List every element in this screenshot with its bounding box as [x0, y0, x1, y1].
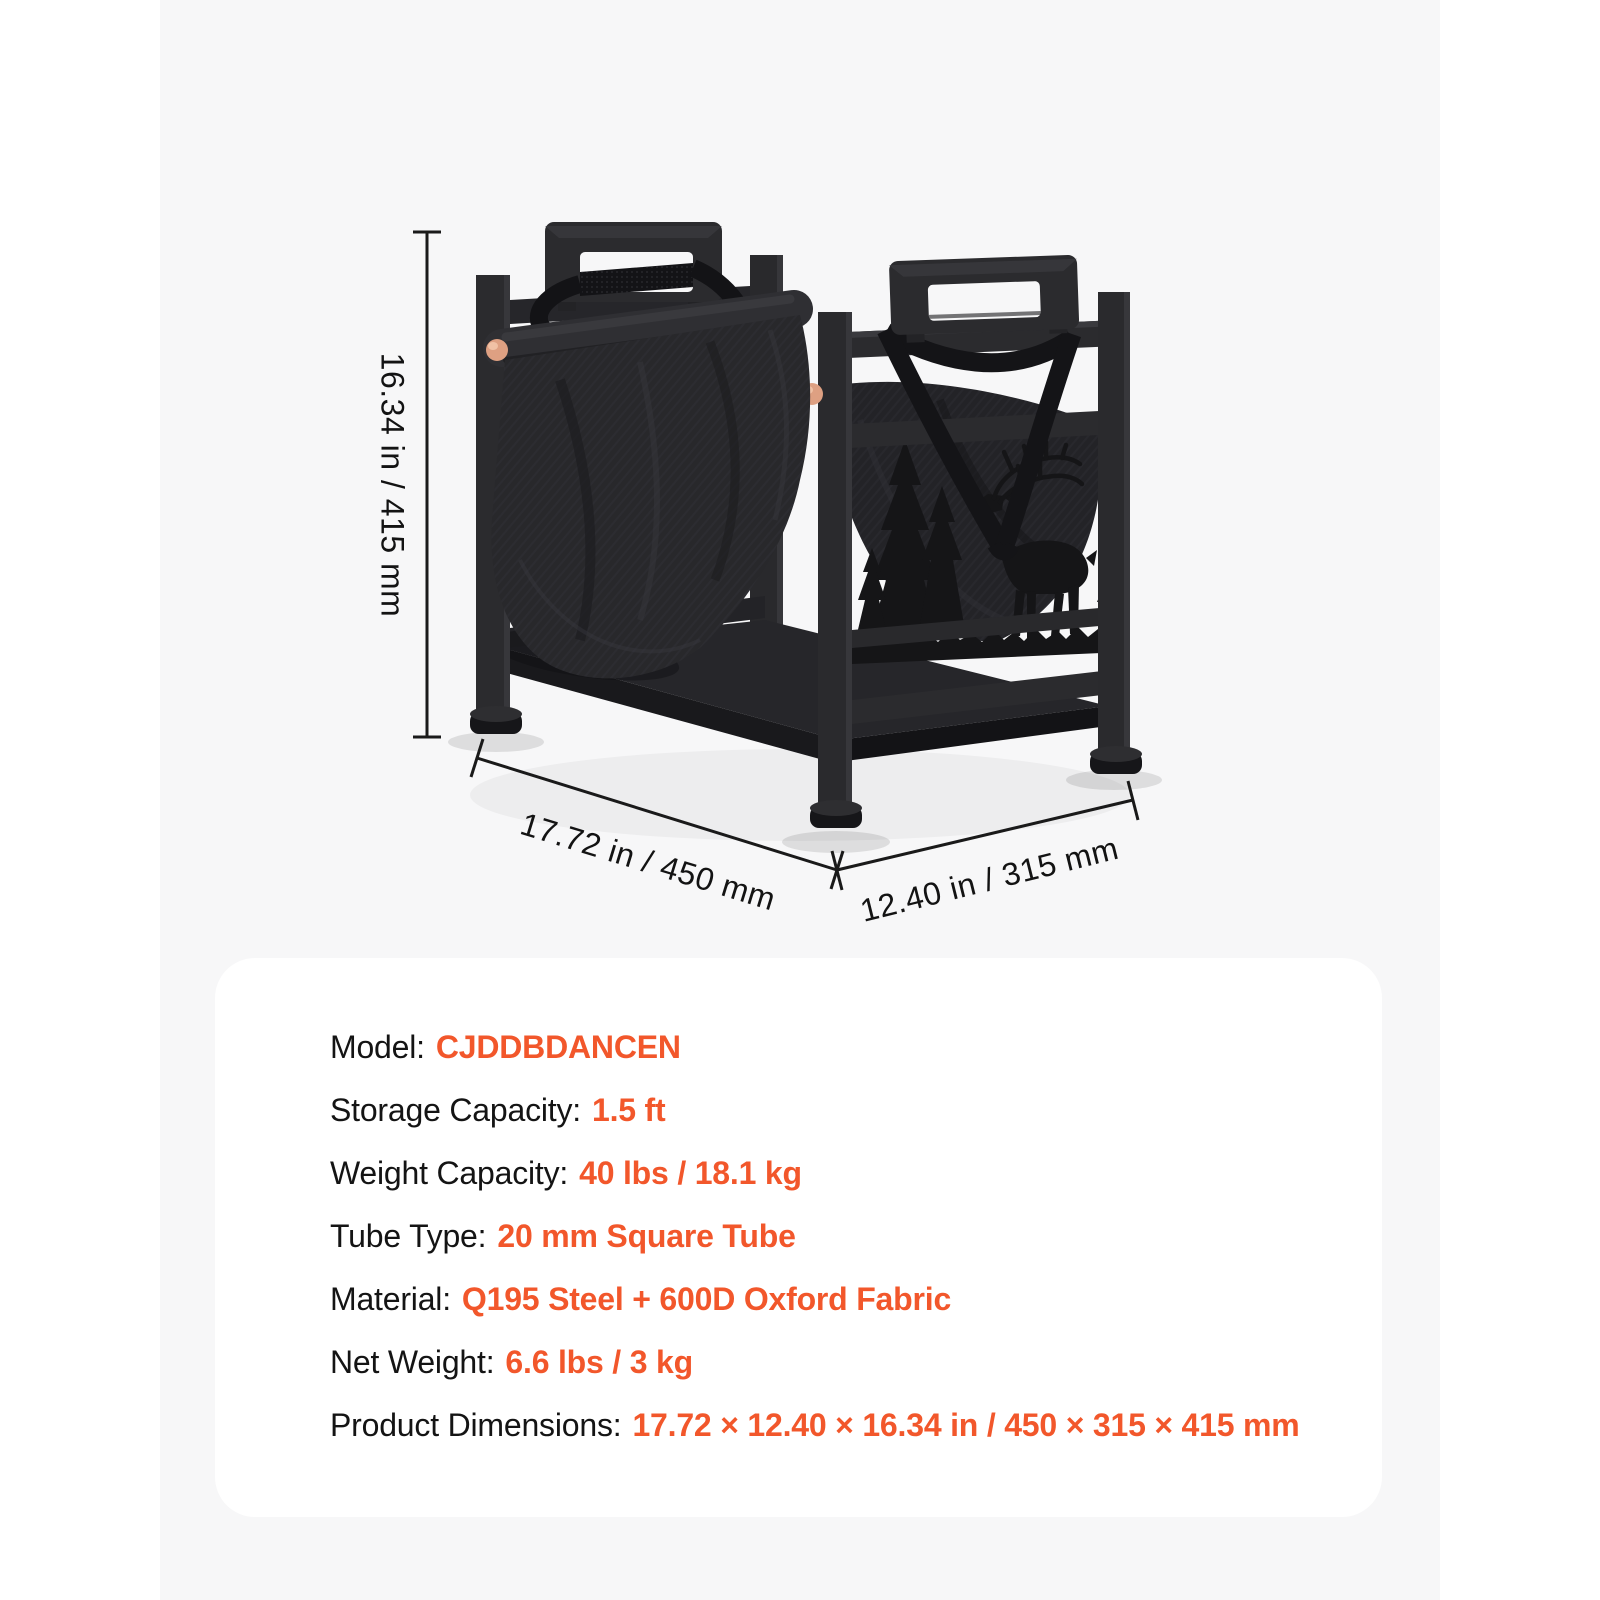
spec-value: 17.72 × 12.40 × 16.34 in / 450 × 315 × 415 mm — [632, 1407, 1300, 1443]
spec-label: Weight Capacity: — [330, 1155, 569, 1191]
right-handle — [889, 255, 1080, 344]
spec-label: Model: — [330, 1029, 425, 1065]
spec-value: 20 mm Square Tube — [497, 1218, 796, 1254]
spec-row-storage-capacity — [330, 1093, 1322, 1127]
spec-value: 6.6 lbs / 3 kg — [505, 1344, 693, 1380]
spec-label: Storage Capacity: — [330, 1092, 581, 1128]
spec-row-tube-type — [330, 1219, 1322, 1253]
spec-row-model — [330, 1030, 1322, 1064]
width-dimension-label: 17.72 in / 450 mm — [516, 805, 781, 918]
spec-row-weight-capacity — [330, 1156, 1322, 1190]
spec-value: 40 lbs / 18.1 kg — [579, 1155, 802, 1191]
spec-row-net-weight — [330, 1345, 1322, 1379]
spec-value: 1.5 ft — [591, 1092, 666, 1128]
spec-value: Q195 Steel + 600D Oxford Fabric — [461, 1281, 952, 1317]
spec-card — [215, 958, 1382, 1517]
spec-value: CJDDBDANCEN — [435, 1029, 681, 1065]
spec-row-material — [330, 1282, 1322, 1316]
spec-label: Material: — [330, 1281, 451, 1317]
spec-label: Net Weight: — [330, 1344, 495, 1380]
product-illustration — [448, 222, 1162, 853]
depth-dimension-label: 12.40 in / 315 mm — [856, 829, 1123, 929]
spec-row-product-dimensions — [330, 1408, 1322, 1442]
height-dimension-label: 16.34 in / 415 mm — [374, 352, 411, 618]
copper-dowel-left — [486, 339, 508, 361]
spec-label: Product Dimensions: — [330, 1407, 622, 1443]
height-dimension-line — [375, 232, 441, 737]
spec-label: Tube Type: — [330, 1218, 487, 1254]
